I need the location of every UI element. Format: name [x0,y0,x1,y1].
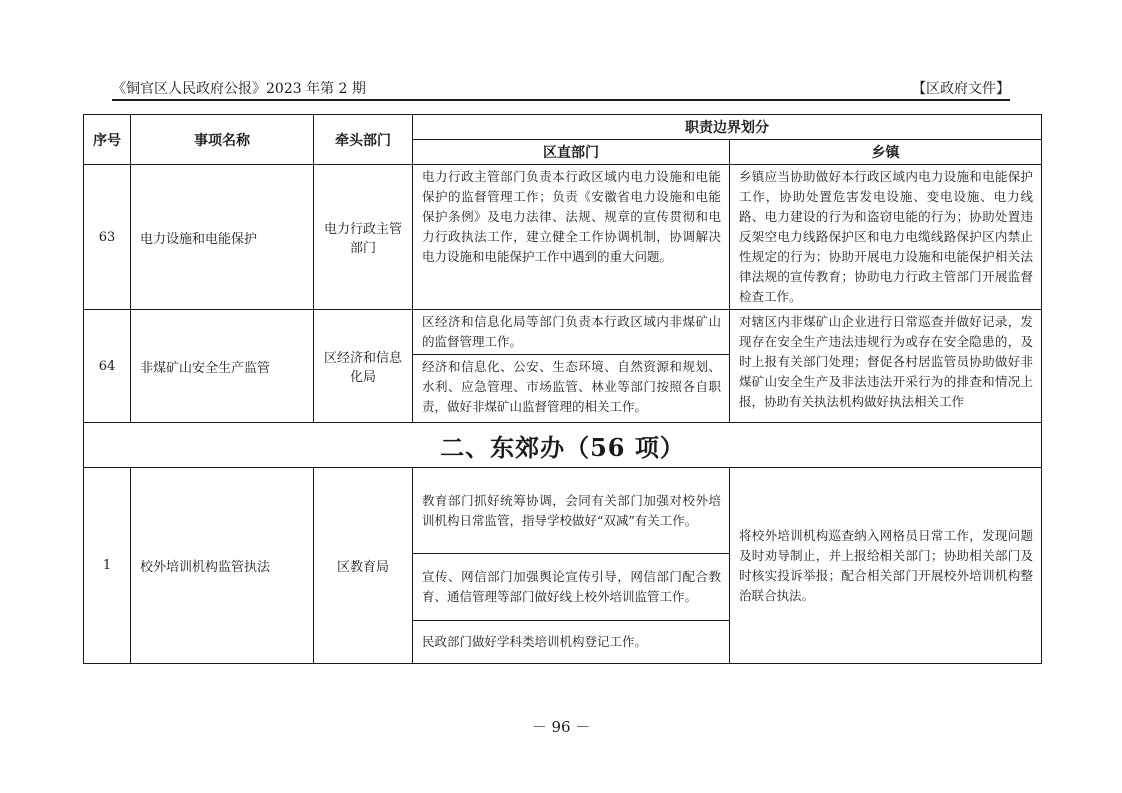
col-index-header: 序号 [84,115,131,165]
col-town-header: 乡镇 [730,140,1042,165]
section-row [84,423,1042,468]
responsibility-table [83,114,1042,664]
row-district-duty: 区经济和信息化局等部门负责本行政区域内非煤矿山的监督管理工作。 [413,310,730,355]
col-item-header: 事项名称 [131,115,314,165]
row-town-duty: 对辖区内非煤矿山企业进行日常巡查并做好记录，发现存在安全生产违法违规行为或存在安全隐患的，及时上报有关部门处理；督促各村居监管员协助做好非煤矿山安全生产及非法违法开采行为的排查和情况上报，协助有关执法机构做好执法相关工作 [730,310,1042,423]
table-row [84,468,1042,554]
row-district-duty: 宣传、网信部门加强舆论宣传引导，网信部门配合教育、通信管理等部门做好线上校外培训监管工作。 [413,554,730,621]
row-item-name: 电力设施和电能保护 [131,165,314,310]
section-label: 【区政府文件】 [912,81,1010,97]
row-district-duty: 民政部门做好学科类培训机构登记工作。 [413,621,730,664]
page-number: － 96 － [531,718,591,736]
col-district-header: 区直部门 [413,140,730,165]
col-boundary-header: 职责边界划分 [413,115,1042,140]
row-district-duty: 教育部门抓好统筹协调，会同有关部门加强对校外培训机构日常监管，指导学校做好“双减”有关工作。 [413,468,730,554]
row-lead-dept: 电力行政主管部门 [314,165,413,310]
page-header [112,76,1010,98]
row-town-duty: 乡镇应当协助做好本行政区域内电力设施和电能保护工作，协助处置危害发电设施、变电设施、电力线路、电力建设的行为和盗窃电能的行为；协助处置违反架空电力线路保护区和电力电缆线路保护区内禁止性规定的行为；协助开展电力设施和电能保护相关法律法规的宣传教育；协助电力行政主管部门开展监督检查工作。 [730,165,1042,310]
row-item-name: 非煤矿山安全生产监管 [131,310,314,423]
header-row [84,115,1042,140]
section-title: 二、东郊办（56 项） [84,423,1042,468]
journal-title: 《铜官区人民政府公报》2023 年第 2 期 [112,81,366,97]
row-lead-dept: 区经济和信息化局 [314,310,413,423]
table-row [84,165,1042,310]
row-index: 1 [84,468,131,664]
row-district-duty: 电力行政主管部门负责本行政区域内电力设施和电能保护的监督管理工作；负责《安徽省电力设施和电能保护条例》及电力法律、法规、规章的宣传贯彻和电力行政执法工作，建立健全工作协调机制，协调解决电力设施和电能保护工作中遇到的重大问题。 [413,165,730,310]
row-index: 63 [84,165,131,310]
row-item-name: 校外培训机构监管执法 [131,468,314,664]
col-lead-header: 牵头部门 [314,115,413,165]
row-district-duty: 经济和信息化、公安、生态环境、自然资源和规划、水利、应急管理、市场监管、林业等部门按照各自职责，做好非煤矿山监督管理的相关工作。 [413,355,730,423]
row-town-duty: 将校外培训机构巡查纳入网格员日常工作，发现问题及时劝导制止，并上报给相关部门；协助相关部门及时核实投诉举报；配合相关部门开展校外培训机构整治联合执法。 [730,468,1042,664]
table-row [84,310,1042,355]
header-rule [112,99,1010,101]
row-index: 64 [84,310,131,423]
row-lead-dept: 区教育局 [314,468,413,664]
